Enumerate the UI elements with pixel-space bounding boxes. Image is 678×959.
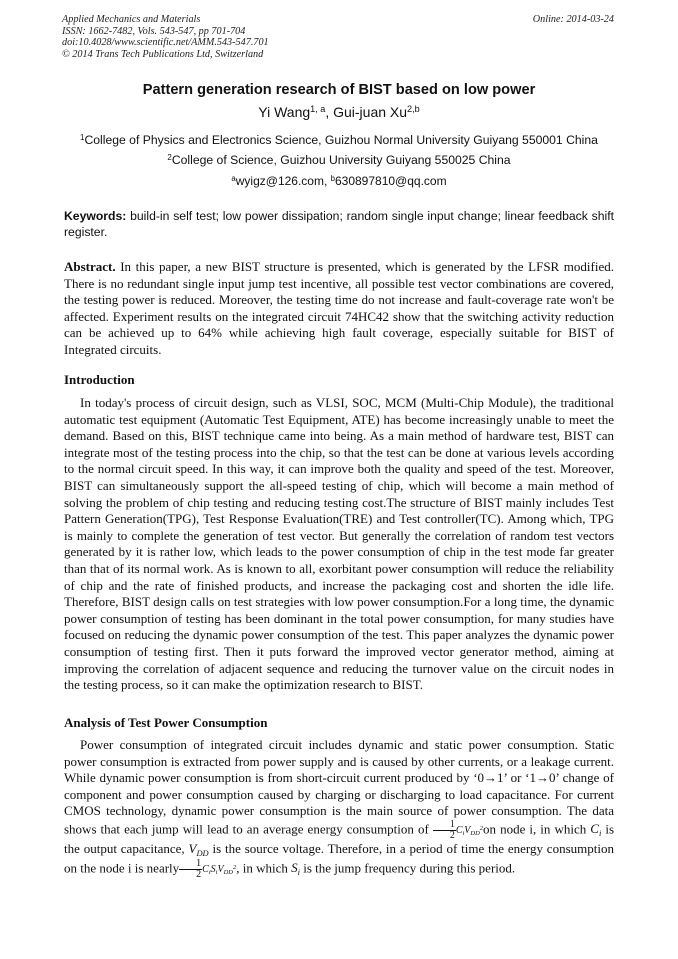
affiliation-text: College of Science, Guizhou University Guiyang 550025 China bbox=[171, 153, 511, 167]
analysis-text: is the output capacitance, bbox=[64, 821, 615, 857]
journal-name: Applied Mechanics and Materials bbox=[62, 14, 201, 25]
doi: doi:10.4028/www.scientific.net/AMM.543-547.701 bbox=[62, 37, 269, 49]
symbol-ci bbox=[590, 821, 601, 836]
eq-c: C bbox=[455, 825, 463, 837]
author-marker: 2,b bbox=[407, 104, 420, 114]
section-heading-analysis: Analysis of Test Power Consumption bbox=[64, 715, 268, 730]
author-name: Gui-juan Xu bbox=[333, 104, 408, 120]
analysis-text: is the source voltage. Therefore, in a period of time the energy consumption on the node i is nearly bbox=[64, 841, 614, 876]
email-link[interactable]: 630897810@qq.com bbox=[334, 174, 447, 188]
keywords-label: Keywords: bbox=[64, 209, 127, 223]
author-separator: , bbox=[325, 104, 334, 120]
eq-v: V bbox=[217, 864, 224, 876]
emails bbox=[0, 174, 678, 188]
abstract bbox=[64, 259, 614, 359]
affiliation-1 bbox=[0, 133, 678, 147]
affiliation-marker: 1 bbox=[80, 132, 85, 142]
symbol-si bbox=[291, 860, 300, 875]
abstract-label: Abstract. bbox=[64, 259, 116, 274]
eq-c-sub: i bbox=[208, 869, 211, 877]
email-marker: b bbox=[330, 173, 335, 183]
analysis-paragraph bbox=[64, 737, 614, 880]
eq-v-sub: DD bbox=[470, 830, 480, 838]
fraction bbox=[433, 820, 456, 841]
issn: ISSN: 1662-7482, Vols. 543-547, pp 701-704 bbox=[62, 25, 246, 37]
symbol-vdd bbox=[188, 841, 208, 856]
authors bbox=[0, 104, 678, 120]
analysis-text: is the jump frequency during this period. bbox=[299, 860, 516, 876]
author-marker: 1, a bbox=[310, 104, 326, 114]
email-marker: a bbox=[231, 173, 236, 183]
equation-energy-period bbox=[202, 864, 236, 875]
fraction-denominator: 2 bbox=[449, 829, 455, 841]
analysis-text: on node i, in which bbox=[483, 821, 591, 837]
eq-c: C bbox=[202, 864, 209, 876]
symbol-letter: C bbox=[590, 821, 599, 837]
fraction-numerator: 1 bbox=[433, 820, 456, 831]
analysis-text: Power consumption of integrated circuit includes dynamic and static power consumption. Static power consumption is extracted from power supply and is caused by other currents, or a leakage current. While dynamic power consumption is from short-circuit current produced by ‘0→1’ or ‘1→0’ change of component and power consumption caused by charging or discharging to load capacitance. For current CMOS technology, dynamic power consumption is the main source of power consumption. The data shows that each jump will lead to an average energy consumption of bbox=[64, 737, 614, 837]
symbol-letter: V bbox=[188, 841, 197, 857]
journal-header bbox=[62, 14, 269, 60]
eq-s-sub: i bbox=[215, 869, 218, 877]
section-heading-introduction: Introduction bbox=[64, 372, 135, 387]
online-date: Online: 2014-03-24 bbox=[532, 14, 614, 25]
fraction-numerator: 1 bbox=[179, 859, 202, 870]
affiliation-2 bbox=[0, 153, 678, 167]
keywords-text: build-in self test; low power dissipation; random single input change; linear feedback shift register. bbox=[64, 209, 614, 239]
copyright: © 2014 Trans Tech Publications Ltd, Switzerland bbox=[62, 48, 264, 60]
keywords bbox=[64, 208, 614, 240]
paper-title: Pattern generation research of BIST based on low power bbox=[142, 82, 536, 98]
eq-s: S bbox=[210, 864, 216, 876]
fraction-denominator: 2 bbox=[196, 868, 202, 880]
abstract-text: In this paper, a new BIST structure is presented, which is generated by the LFSR modified. There is no redundant single input jump test incentive, all possible test vector combinations are covered, the testing power is reduced. Moreover, the testing time do not increase and fault-coverage rate won't be affected. Experiment results on the integrated circuit 74HC42 show that the switching activity reduction can be achieved up to 64% while achieving high fault coverage, especially suitable for BIST of Integrated circuits. bbox=[64, 259, 614, 357]
eq-v: V bbox=[464, 825, 471, 837]
eq-v-sup: 2 bbox=[479, 824, 484, 832]
affiliation-text: College of Physics and Electronics Science, Guizhou Normal University Guiyang 550001 China bbox=[84, 133, 598, 147]
author-name: Yi Wang bbox=[258, 104, 311, 120]
symbol-sub: DD bbox=[196, 847, 209, 858]
fraction bbox=[179, 859, 202, 880]
email-link[interactable]: wyigz@126.com, bbox=[235, 174, 331, 188]
equation-energy bbox=[456, 825, 483, 836]
eq-c-sub: i bbox=[462, 830, 465, 838]
symbol-letter: S bbox=[291, 860, 298, 876]
affiliation-marker: 2 bbox=[167, 152, 172, 162]
symbol-sub: i bbox=[598, 827, 602, 838]
symbol-sub: i bbox=[297, 866, 300, 877]
introduction-paragraph: In today's process of circuit design, such as VLSI, SOC, MCM (Multi-Chip Module), the traditional automatic test equipment (Automatic Test Equipment, ATE) has become increasingly unable to meet the demand. Based on this, BIST technique came into being. As a main method of hardware test, BIST can integrate most of the testing process into the chip, so that the test can be done at various levels according to the normal circuit speed. In this way, it can improve both the quality and speed of the test. Moreover, BIST can simultaneously support the all-speed testing of chip, which will become a main method of solving the problem of chip testing and reducing testing cost.The structure of BIST mainly includes Test Pattern Generation(TPG), Test Response Evaluation(TRE) and Test controller(TC). Among which, TPG is mainly to complete the generation of test vector. But generally the correlation of random test vectors generated by it is rather low, which leads to the power consumption of chip in the test mode far greater than that of its normal work. As is known to all, exorbitant power consumption will reduce the reliability of chip and the rate of finished products, and increase the packaging cost and shorten the idle life. Therefore, BIST design calls on test strategies with low power consumption.For a long time, the dynamic power consumption of testing has been dominant in the total power consumption, for many studies have focused on reducing the dynamic power consumption of the test. This paper analyzes the dynamic power consumption of testing first. Then it puts forward the improved vector generator method, aiming at improving the correlation of adjacent sequence and reducing the turnover value on the circuit nodes in the testing process, so it can make the optimization research to BIST. bbox=[64, 395, 614, 693]
analysis-text: , in which bbox=[236, 860, 292, 876]
eq-v-sub: DD bbox=[223, 869, 233, 877]
eq-v-sup: 2 bbox=[232, 863, 237, 871]
